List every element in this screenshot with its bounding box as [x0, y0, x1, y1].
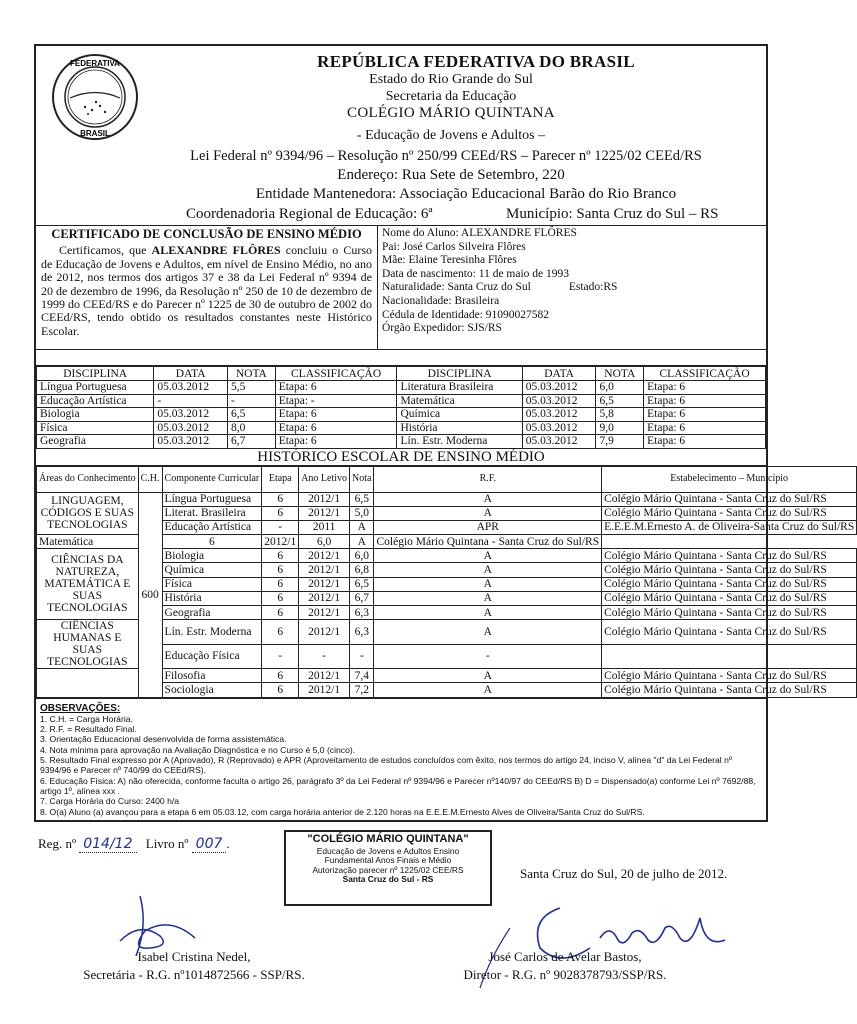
discipline-cell: Etapa: 6 [644, 421, 766, 435]
history-cell: 6,8 [350, 563, 374, 577]
history-cell: A [374, 549, 602, 563]
history-cell: Educação Física [162, 644, 262, 669]
disc-col-header: CLASSIFICAÇÃO [644, 367, 766, 381]
stamp-line: Autorização parecer nº 1225/02 CEE/RS [312, 864, 464, 875]
discipline-cell: Lín. Estr. Moderna [397, 435, 522, 449]
history-cell: Língua Portuguesa [162, 492, 262, 506]
discipline-cell: - [154, 394, 228, 408]
entity-line: Entidade Mantenedora: Associação Educacional Barão do Rio Branco [255, 186, 677, 202]
knowledge-area: CIÊNCIAS DA NATUREZA, MATEMÁTICA E SUAS TECNOLOGIAS [37, 549, 139, 620]
history-cell: Colégio Mário Quintana - Santa Cruz do Sul/RS [602, 492, 857, 506]
history-cell: - [262, 644, 299, 669]
certificate-row [36, 226, 766, 350]
history-cell: 2012/1 [299, 683, 350, 697]
history-cell: 6 [262, 492, 299, 506]
history-cell: Colégio Mário Quintana - Santa Cruz do Sul/RS [602, 577, 857, 591]
disc-col-header: DISCIPLINA [37, 367, 154, 381]
estado: Estado:RS [568, 281, 618, 294]
history-cell: Colégio Mário Quintana - Santa Cruz do Sul/RS [602, 620, 857, 645]
discipline-cell: 05.03.2012 [522, 421, 596, 435]
discipline-cell: Etapa: 6 [644, 435, 766, 449]
discipline-cell: Geografia [37, 435, 154, 449]
cert-text-1: Certificamos, que [59, 243, 152, 258]
student-father: Pai: José Carlos Silveira Flôres [382, 240, 526, 253]
history-cell: - [350, 644, 374, 669]
history-cell: 6 [262, 563, 299, 577]
history-col-header: Componente Curricular [162, 466, 262, 492]
director-name: José Carlos de Avelar Bastos, [488, 949, 642, 964]
signature-director [440, 948, 690, 984]
livro-label: Livro nº [145, 836, 189, 851]
workload-total: 600 [138, 492, 162, 697]
history-title: HISTÓRICO ESCOLAR DE ENSINO MÉDIO [36, 449, 766, 466]
history-cell: 2012/1 [299, 549, 350, 563]
history-col-header: Etapa [262, 466, 299, 492]
history-cell: História [162, 591, 262, 605]
student-birth: Data de nascimento: 11 de maio de 1993 [382, 267, 570, 280]
discipline-cell: 05.03.2012 [522, 435, 596, 449]
knowledge-area: CIÊNCIAS HUMANAS E SUAS TECNOLOGIAS [37, 620, 139, 669]
history-cell: 5,0 [350, 506, 374, 520]
history-cell: - [299, 644, 350, 669]
naturalidade: Naturalidade: Santa Cruz do Sul [382, 281, 531, 294]
cert-student-name: ALEXANDRE FLÔRES [151, 243, 281, 258]
observation-item: 3. Orientação Educacional desenvolvida de forma assistemática. [40, 734, 287, 745]
student-nationality: Nacionalidade: Brasileira [382, 294, 500, 307]
discipline-row [37, 408, 766, 422]
history-cell: 2011 [299, 520, 350, 534]
disciplines-table [36, 366, 766, 449]
history-cell: A [350, 535, 374, 549]
history-cell: - [262, 520, 299, 534]
secretary-name: Isabel Cristina Nedel, [137, 949, 251, 964]
discipline-row [37, 381, 766, 395]
history-cell [602, 644, 857, 669]
student-info [380, 227, 768, 336]
history-cell: A [374, 506, 602, 520]
stamp-title: "COLÉGIO MÁRIO QUINTANA" [307, 833, 469, 845]
history-cell: 6,5 [350, 577, 374, 591]
spacer [36, 350, 766, 366]
history-cell: - [374, 644, 602, 669]
disc-col-header: NOTA [596, 367, 644, 381]
observation-item: 5. Resultado Final expresso por A (Aprovado), R (Reprovado) e APR (Aproveitamento de estudos concluídos com êxito, nos termos do artigo 24, inciso V, alínea "d" da Lei Federal nº 9394/96 e Parecer nº 740/99 do CEEd/RS). [40, 755, 733, 776]
discipline-cell: - [228, 394, 276, 408]
history-cell: A [374, 492, 602, 506]
disc-col-header: DATA [522, 367, 596, 381]
history-cell: 6 [262, 591, 299, 605]
observation-item: 1. C.H. = Carga Horária. [40, 713, 133, 724]
history-cell: 6,3 [350, 606, 374, 620]
student-issuer: Órgão Expedidor: SJS/RS [382, 322, 502, 335]
history-cell: Colégio Mário Quintana - Santa Cruz do Sul/RS [374, 535, 602, 549]
eja-line: - Educação de Jovens e Adultos – [356, 128, 546, 143]
history-cell: 2012/1 [299, 669, 350, 683]
discipline-row [37, 421, 766, 435]
discipline-cell: 6,7 [228, 435, 276, 449]
disc-col-header: DISCIPLINA [397, 367, 522, 381]
history-cell: A [350, 520, 374, 534]
header-line: Estado do Rio Grande do Sul [369, 72, 533, 87]
knowledge-area [37, 669, 139, 697]
svg-text:FEDERATIVA: FEDERATIVA [70, 59, 120, 68]
history-col-header: R.F. [374, 466, 602, 492]
observation-item: 4. Nota mínima para aprovação na Avaliação Diagnóstica e no Curso é 5,0 (cinco). [40, 744, 356, 755]
history-cell: Matemática [37, 535, 139, 549]
history-cell: 6 [262, 683, 299, 697]
history-cell: A [374, 669, 602, 683]
discipline-cell: Química [397, 408, 522, 422]
history-cell: 2012/1 [299, 563, 350, 577]
history-cell: 2012/1 [299, 506, 350, 520]
history-cell: 2012/1 [299, 606, 350, 620]
history-cell: A [374, 563, 602, 577]
history-col-header: C.H. [138, 466, 162, 492]
discipline-cell: 05.03.2012 [154, 435, 228, 449]
registration: Reg. nº 014/12 Livro nº 007 . [38, 836, 230, 852]
history-cell: Biologia [162, 549, 262, 563]
discipline-cell: 05.03.2012 [522, 394, 596, 408]
header-line: Secretaria da Educação [385, 89, 517, 104]
history-cell: Colégio Mário Quintana - Santa Cruz do Sul/RS [602, 591, 857, 605]
history-cell: Educação Artística [162, 520, 262, 534]
history-cell: Colégio Mário Quintana - Santa Cruz do Sul/RS [602, 549, 857, 563]
discipline-cell: 05.03.2012 [522, 408, 596, 422]
discipline-cell: Literatura Brasileira [397, 381, 522, 395]
discipline-cell: História [397, 421, 522, 435]
history-cell: A [374, 683, 602, 697]
discipline-cell: Física [37, 421, 154, 435]
history-col-header: Ano Letivo [299, 466, 350, 492]
reg-value: 014/12 [79, 836, 136, 853]
history-cell: Lín. Estr. Moderna [162, 620, 262, 645]
history-cell: A [374, 620, 602, 645]
disc-col-header: NOTA [228, 367, 276, 381]
history-cell: Colégio Mário Quintana - Santa Cruz do Sul/RS [602, 506, 857, 520]
history-cell: Colégio Mário Quintana - Santa Cruz do Sul/RS [602, 683, 857, 697]
discipline-cell: 9,0 [596, 421, 644, 435]
secretary-rg: Secretária - R.G. nº1014872566 - SSP/RS. [83, 967, 305, 982]
certificate-text [36, 226, 378, 350]
document-frame [34, 44, 855, 822]
observation-item: 6. Educação Física: A) não oferecida, conforme faculta o artigo 26, parágrafo 3º da Lei Federal nº 9394/96 e Parecer nº140/97 do CEEd/RS B) D = Dispensado(a) conforme Lei nº 7692/88, artigo 1º, alínea xxx . [40, 775, 756, 796]
stamp-line: Fundamental Anos Finais e Médio [324, 855, 452, 865]
discipline-cell: 6,5 [228, 408, 276, 422]
history-cell: 7,4 [350, 669, 374, 683]
certificate-body [41, 244, 372, 338]
student-mother: Mãe: Elaine Teresinha Flôres [382, 254, 517, 267]
discipline-cell: Etapa: 6 [644, 408, 766, 422]
reg-label: Reg. nº [38, 836, 76, 851]
student-name: Nome do Aluno: ALEXANDRE FLÔRES [382, 227, 577, 239]
history-col-header: Nota [350, 466, 374, 492]
history-cell: 6 [262, 577, 299, 591]
seal-icon [50, 52, 140, 142]
history-cell: E.E.E.M.Ernesto A. de Oliveira-Santa Cruz do Sul/RS [602, 520, 857, 534]
municipio: Município: Santa Cruz do Sul – RS [506, 206, 719, 222]
header [36, 46, 766, 226]
footer [0, 818, 768, 1024]
history-cell: APR [374, 520, 602, 534]
history-row [37, 492, 857, 506]
history-cell: 6 [162, 535, 262, 549]
history-table [36, 466, 857, 698]
history-cell: 2012/1 [299, 591, 350, 605]
republic-title: REPÚBLICA FEDERATIVA DO BRASIL [317, 52, 635, 71]
discipline-cell: 8,0 [228, 421, 276, 435]
history-cell: Sociologia [162, 683, 262, 697]
discipline-cell: Biologia [37, 408, 154, 422]
observations [36, 698, 766, 820]
history-col-header: Estabelecimento – Município [602, 466, 857, 492]
history-cell: 6 [262, 620, 299, 645]
discipline-cell: Etapa: 6 [275, 421, 397, 435]
history-cell: Colégio Mário Quintana - Santa Cruz do Sul/RS [602, 669, 857, 683]
history-cell: 6,0 [350, 549, 374, 563]
discipline-cell: Língua Portuguesa [37, 381, 154, 395]
student-birthplace [382, 281, 768, 295]
discipline-cell: 05.03.2012 [154, 421, 228, 435]
livro-value: 007 [192, 836, 227, 853]
disc-col-header: CLASSIFICAÇÃO [275, 367, 397, 381]
certificate-title: CERTIFICADO DE CONCLUSÃO DE ENSINO MÉDIO [51, 227, 362, 241]
stamp-line: Educação de Jovens e Adultos Ensino [316, 845, 460, 856]
discipline-cell: Etapa: 6 [275, 381, 397, 395]
svg-text:BRASIL: BRASIL [80, 129, 110, 138]
discipline-cell: Etapa: 6 [644, 381, 766, 395]
history-cell: A [374, 577, 602, 591]
coordenadoria: Coordenadoria Regional de Educação: 6ª [186, 206, 433, 222]
history-cell: Química [162, 563, 262, 577]
cert-text-2: concluiu o Curso de Educação de Jovens e Adultos, em nível de Ensino Médio, no ano de 2012, nos termos dos artigos 37 e 38 da Lei Federal nº 9394 de 20 de dezembro de 1996, da Resolução nº 250 de 10 de dezembro de 1999 do CEEd/RS e do Parecer nº 1225 de 30 de outubro de 2002 do CEEd/RS, tendo obtido os resultados constantes neste Histórico Escolar. [41, 243, 373, 338]
discipline-cell: 05.03.2012 [154, 381, 228, 395]
history-cell: 7,2 [350, 683, 374, 697]
history-cell: 6,7 [350, 591, 374, 605]
history-cell: Física [162, 577, 262, 591]
discipline-row [37, 435, 766, 449]
observations-title: OBSERVAÇÕES: [40, 702, 121, 714]
discipline-cell: 7,9 [596, 435, 644, 449]
discipline-cell: 05.03.2012 [154, 408, 228, 422]
address-line: Endereço: Rua Sete de Setembro, 220 [337, 167, 565, 183]
discipline-cell: Etapa: 6 [275, 435, 397, 449]
history-col-header: Áreas do Conhecimento [37, 466, 139, 492]
history-cell: A [374, 591, 602, 605]
history-cell: 6 [262, 506, 299, 520]
observation-item: 7. Carga Horária do Curso: 2400 h/a [40, 796, 180, 807]
history-cell: Colégio Mário Quintana - Santa Cruz do Sul/RS [602, 563, 857, 577]
discipline-cell: 5,8 [596, 408, 644, 422]
history-cell: 2012/1 [262, 535, 299, 549]
history-cell: Colégio Mário Quintana - Santa Cruz do Sul/RS [602, 606, 857, 620]
history-cell: 2012/1 [299, 492, 350, 506]
place-date: Santa Cruz do Sul, 20 de julho de 2012. [520, 866, 728, 881]
discipline-cell: 5,5 [228, 381, 276, 395]
director-rg: Diretor - R.G. nº 9028378793/SSP/RS. [463, 967, 667, 982]
discipline-row [37, 394, 766, 408]
discipline-cell: 05.03.2012 [522, 381, 596, 395]
history-cell: 2012/1 [299, 620, 350, 645]
observation-item: 8. O(a) Aluno (a) avançou para a etapa 6 em 05.03.12, com carga horária anterior de 2.120 horas na E.E.E.M.Ernesto Alves de Oliveira/Santa Cruz do Sul/RS. [40, 806, 645, 817]
discipline-cell: 6,5 [596, 394, 644, 408]
signature-secretary [66, 948, 322, 984]
stamp-line: Santa Cruz do Sul - RS [342, 874, 434, 884]
student-id: Cédula de Identidade: 91090027582 [382, 308, 550, 321]
discipline-cell: Etapa: - [275, 394, 397, 408]
school-name: COLÉGIO MÁRIO QUINTANA [347, 105, 555, 121]
discipline-cell: Matemática [397, 394, 522, 408]
history-cell: 6 [262, 669, 299, 683]
history-cell: Geografia [162, 606, 262, 620]
history-cell: 6,0 [299, 535, 350, 549]
observation-item: 2. R.F. = Resultado Final. [40, 724, 137, 735]
law-line: Lei Federal nº 9394/96 – Resolução nº 250/99 CEEd/RS – Parecer nº 1225/02 CEEd/RS [190, 148, 702, 164]
school-stamp [284, 830, 492, 906]
history-cell: A [374, 606, 602, 620]
history-cell: 2012/1 [299, 577, 350, 591]
disc-col-header: DATA [154, 367, 228, 381]
history-cell: 6,5 [350, 492, 374, 506]
knowledge-area: LINGUAGEM, CÓDIGOS E SUAS TECNOLOGIAS [37, 492, 139, 535]
history-cell: 6,3 [350, 620, 374, 645]
discipline-cell: Etapa: 6 [644, 394, 766, 408]
discipline-cell: Etapa: 6 [275, 408, 397, 422]
history-cell: Literat. Brasileira [162, 506, 262, 520]
discipline-cell: Educação Artística [37, 394, 154, 408]
history-cell: 6 [262, 606, 299, 620]
history-cell: 6 [262, 549, 299, 563]
history-cell: Filosofia [162, 669, 262, 683]
discipline-cell: 6,0 [596, 381, 644, 395]
